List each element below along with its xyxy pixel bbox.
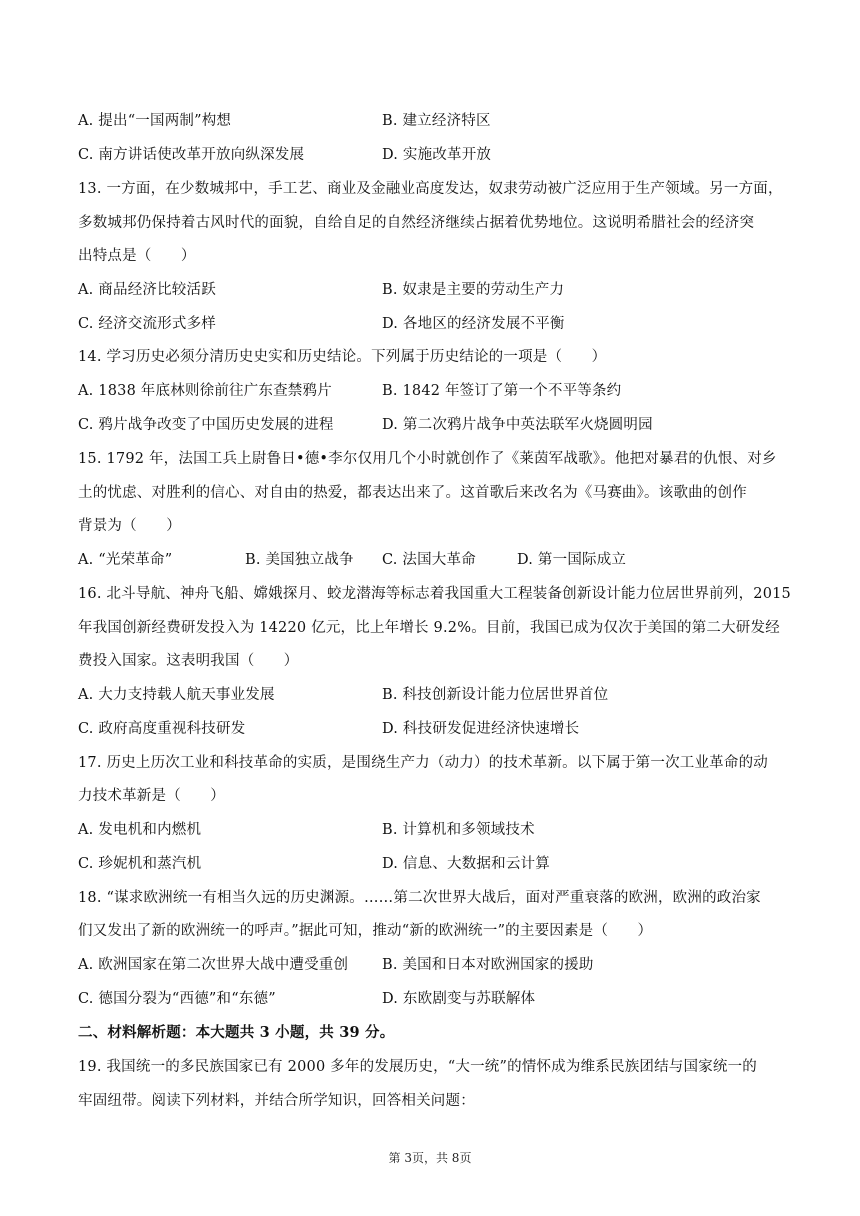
q14-option-a: A. 1838 年底林则徐前往广东查禁鸦片: [78, 383, 332, 399]
q14-option-b: B. 1842 年签订了第一个不平等条约: [382, 383, 622, 399]
q15-stem-line1: 15. 1792 年，法国工兵上尉鲁日•德•李尔仅用几个小时就创作了《莱茵军战歌》。他把对暴君的仇恨、对乡: [78, 451, 777, 467]
q12-option-d: D. 实施改革开放: [382, 147, 492, 163]
q14-option-c: C. 鸦片战争改变了中国历史发展的进程: [78, 417, 334, 433]
q16-stem-line2: 年我国创新经费研发投入为 14220 亿元，比上年增长 9.2%。目前，我国已成为仅次于美国的第二大研发经: [78, 620, 780, 636]
q15-stem-line3: 背景为（ ）: [78, 518, 181, 534]
q12-option-b: B. 建立经济特区: [382, 113, 491, 129]
q16-option-a: A. 大力支持载人航天事业发展: [78, 687, 275, 703]
q16-option-d: D. 科技研发促进经济快速增长: [382, 721, 580, 737]
q16-option-b: B. 科技创新设计能力位居世界首位: [382, 687, 609, 703]
q19-stem-line2: 牢固纽带。阅读下列材料，并结合所学知识，回答相关问题：: [78, 1093, 475, 1109]
q17-option-a: A. 发电机和内燃机: [78, 822, 202, 838]
q13-option-d: D. 各地区的经济发展不平衡: [382, 316, 565, 332]
q12-option-a: A. 提出“一国两制”构想: [78, 113, 232, 129]
q17-option-c: C. 珍妮机和蒸汽机: [78, 856, 202, 872]
q18-stem-line2: 们又发出了新的欧洲统一的呼声。”据此可知，推动“新的欧洲统一”的主要因素是（ ）: [78, 923, 653, 939]
q14-stem-line1: 14. 学习历史必须分清历史史实和历史结论。下列属于历史结论的一项是（ ）: [78, 349, 607, 365]
q15-stem-line2: 土的忧虑、对胜利的信心、对自由的热爱，都表达出来了。这首歌后来改名为《马赛曲》。该歌曲的创作: [78, 485, 747, 501]
q17-option-b: B. 计算机和多领域技术: [382, 822, 535, 838]
q14-option-d: D. 第二次鸦片战争中英法联军火烧圆明园: [382, 417, 653, 433]
q18-option-c: C. 德国分裂为“西德”和“东德”: [78, 991, 276, 1007]
q16-stem-line3: 费投入国家。这表明我国（ ）: [78, 653, 299, 669]
q18-option-d: D. 东欧剧变与苏联解体: [382, 991, 536, 1007]
q13-stem-line3: 出特点是（ ）: [78, 248, 196, 264]
q15-option-c: C. 法国大革命: [382, 552, 476, 568]
q18-option-a: A. 欧洲国家在第二次世界大战中遭受重创: [78, 957, 349, 973]
q16-option-c: C. 政府高度重视科技研发: [78, 721, 246, 737]
q19-stem-line1: 19. 我国统一的多民族国家已有 2000 多年的发展历史，“大一统”的情怀成为维系民族团结与国家统一的: [78, 1059, 758, 1075]
q12-option-c: C. 南方讲话使改革开放向纵深发展: [78, 147, 305, 163]
section-heading: 二、材料解析题：本大题共 3 小题，共 39 分。: [78, 1024, 395, 1041]
q17-stem-line2: 力技术革新是（ ）: [78, 788, 225, 804]
q15-option-a: A. “光荣革命”: [78, 552, 173, 568]
q17-stem-line1: 17. 历史上历次工业和科技革命的实质，是围绕生产力（动力）的技术革新。以下属于第一次工业革命的动: [78, 755, 768, 771]
q13-stem-line1: 13. 一方面，在少数城邦中，手工艺、商业及金融业高度发达，奴隶劳动被广泛应用于生产领域。另一方面，: [78, 181, 783, 197]
q18-option-b: B. 美国和日本对欧洲国家的援助: [382, 957, 594, 973]
q16-stem-line1: 16. 北斗导航、神舟飞船、嫦娥探月、蛟龙潜海等标志着我国重大工程装备创新设计能力位居世界前列，2015: [78, 586, 791, 602]
q13-stem-line2: 多数城邦仍保持着古风时代的面貌，自给自足的自然经济继续占据着优势地位。这说明希腊社会的经济突: [78, 215, 755, 231]
page-footer: 第 3页，共 8页: [388, 1151, 472, 1165]
q17-option-d: D. 信息、大数据和云计算: [382, 856, 550, 872]
q13-option-c: C. 经济交流形式多样: [78, 316, 216, 332]
q15-option-b: B. 美国独立战争: [245, 552, 354, 568]
q13-option-a: A. 商品经济比较活跃: [78, 282, 216, 298]
q15-option-d: D. 第一国际成立: [517, 552, 627, 568]
q18-stem-line1: 18. “谋求欧洲统一有相当久远的历史渊源。……第二次世界大战后，面对严重衰落的欧洲，欧洲的政治家: [78, 890, 761, 906]
q13-option-b: B. 奴隶是主要的劳动生产力: [382, 282, 565, 298]
